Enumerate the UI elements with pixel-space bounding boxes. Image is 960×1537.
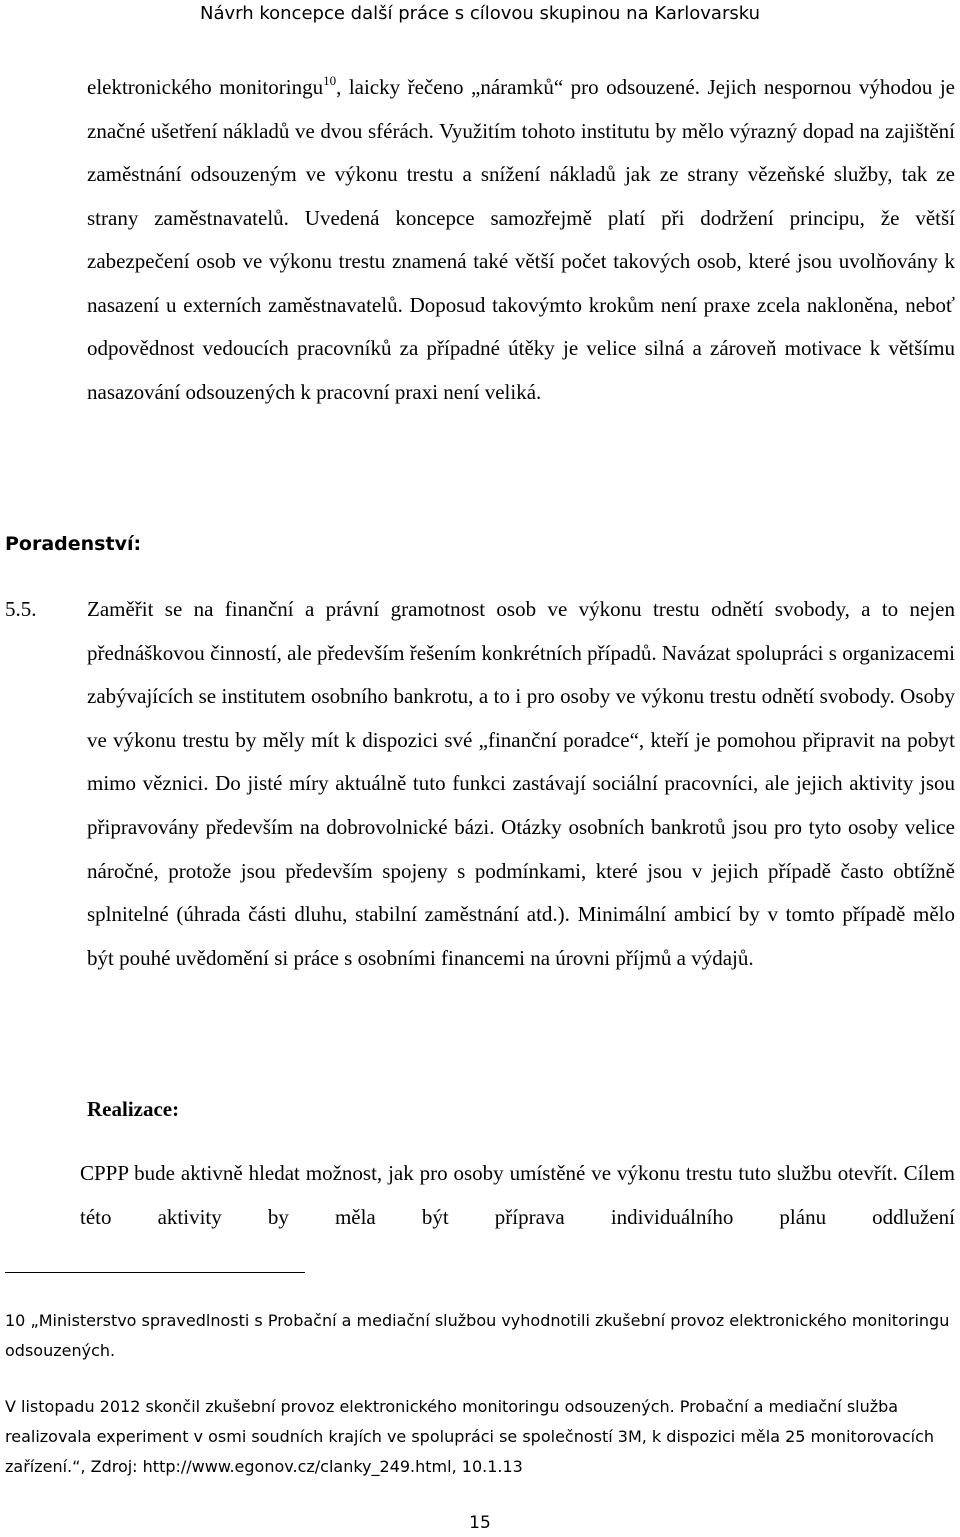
footnote-reference-10[interactable]: 10 [323, 73, 337, 88]
footnote-10: 10 „Ministerstvo spravedlnosti s Probační a mediační službou vyhodnotili zkušební provoz elektronického monitoringu odsouzených. [5, 1311, 950, 1360]
section-heading-realizace: Realizace: [87, 1097, 180, 1121]
paragraph-1-start: elektronického monitoringu [87, 75, 324, 99]
page-header: Návrh koncepce další práce s cílovou skupinou na Karlovarsku [199, 3, 761, 24]
body-paragraph-1 [87, 66, 955, 414]
section-heading-poradenstvi: Poradenství: [5, 533, 142, 555]
item-text: Zaměřit se na finanční a právní gramotnost osob ve výkonu trestu odnětí svobody, a to nejen přednáškovou činností, ale především řešením konkrétních případů. Navázat spolupráci s organizacemi zabývajících se institutem osobního bankrotu, a to i pro osoby ve výkonu trestu odnětí svobody. Osoby ve výkonu trestu by měly mít k dispozici své „finanční poradce“, kteří je pomohou připravit na pobyt mimo věznici. Do jisté míry aktuálně tuto funkci zastávají sociální pracovníci, ale jejich aktivity jsou připravovány především na dobrovolnické bázi. Otázky osobních bankrotů jsou pro tyto osoby velice náročné, protože jsou především spojeny s podmínkami, které jsou v jejich případě často obtížně splnitelné (úhrada části dluhu, stabilní zaměstnání atd.). Minimální ambicí by v tomto případě mělo být pouhé uvědomění si práce s osobními financemi na úrovni příjmů a výdajů. [87, 597, 955, 970]
realizace-paragraph: CPPP bude aktivně hledat možnost, jak pro osoby umístěné ve výkonu trestu tuto službu otevřít. Cílem této aktivity by měla být příprava individuálního plánu oddlužení [80, 1161, 955, 1229]
footnote-separator [5, 1272, 305, 1273]
paragraph-1-rest: , laicky řečeno „náramků“ pro odsouzené. Jejich nespornou výhodou je značné ušetření nákladů ve dvou sférách. Využitím tohoto institutu by mělo výrazný dopad na zajištění zaměstnání odsouzeným ve výkonu trestu a snížení nákladů jak ze strany vězeňské služby, tak ze strany zaměstnavatelů. Uvedená koncepce samozřejmě platí při dodržení principu, že větší zabezpečení osob ve výkonu trestu znamená také větší počet takových osob, které jsou uvolňovány k nasazení u externích zaměstnavatelů. Doposud takovýmto krokům není praxe zcela nakloněna, neboť odpovědnost vedoucích pracovníků za případné útěky je velice silná a zároveň motivace k většímu nasazování odsouzených k pracovní praxi není veliká. [87, 75, 955, 404]
footnote-10-continuation: V listopadu 2012 skončil zkušební provoz elektronického monitoringu odsouzených. Probační a mediační služba realizovala experiment v osmi soudních krajích ve spolupráci se společností 3M, k dispozici měla 25 monitorovacích zařízení.“, Zdroj: http://www.egonov.cz/clanky_249.html, 10.1.13 [5, 1397, 935, 1476]
item-number: 5.5. [5, 597, 37, 621]
page-number: 15 [469, 1513, 491, 1533]
